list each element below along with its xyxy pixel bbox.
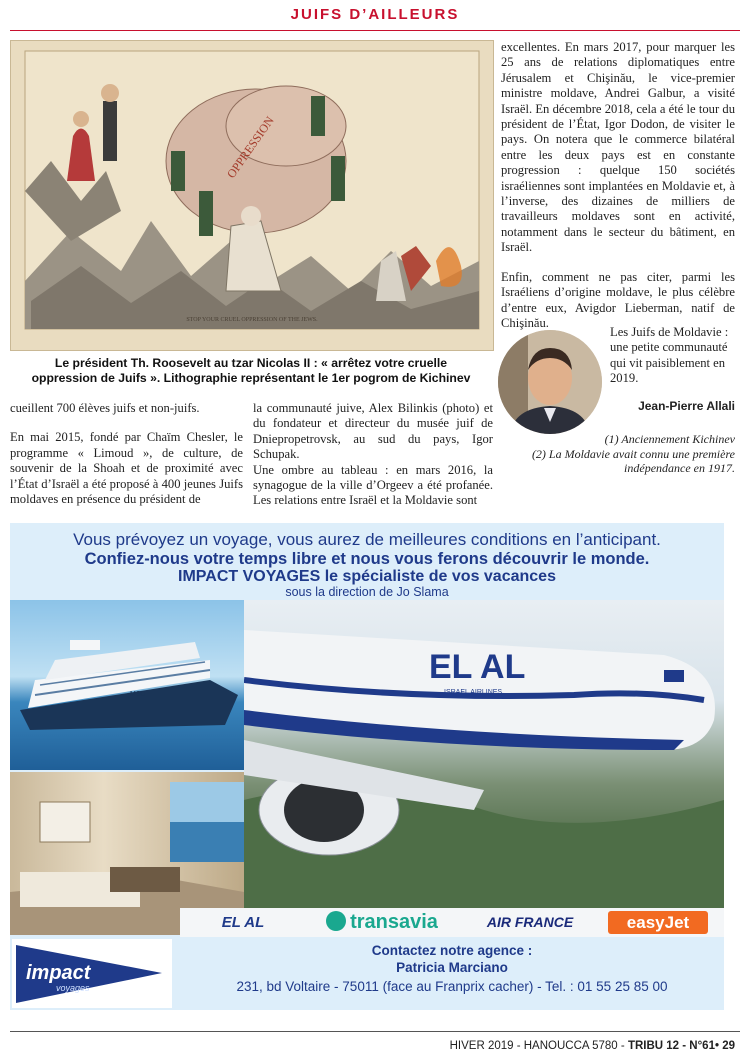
page-number: • 29 [714,1040,735,1052]
impact-logo-text: impact [26,962,91,984]
author-name: Jean-Pierre Allali [638,399,735,413]
airplane-photo [244,600,724,935]
page-footer [0,1025,750,1061]
cruise-ship-illustration [10,600,244,770]
author-portrait [498,330,602,434]
paragraph: Une ombre au tableau : en mars 2016, la synagogue de la ville d’Orgeev a été profanée. Les relations entre Israël et la Moldavie sont [253,462,493,508]
transavia-leaf-icon [326,911,346,931]
airline-logos [180,908,724,937]
elal-logo: EL AL [221,914,265,931]
contact-name: Patricia Marciano [396,960,508,975]
article-column-3 [501,40,735,345]
caption-line-2: oppression de Juifs ». Lithographie représentant le 1er pogrom de Kichinev [31,371,471,385]
airfrance-logo: AIR FRANCE [486,914,574,930]
paragraph: la communauté juive, Alex Bilinkis (photo) et du fondateur et directeur du musée juif de Dniepropetrovsk, au sud du pays, Igor Schupak. [253,401,493,462]
travel-advertisement [10,523,724,1010]
issue-label: HIVER 2019 - HANOUCCA 5780 - [449,1040,625,1052]
oppression-bag-label: OPPRESSION [223,113,277,181]
ad-headline-3: IMPACT VOYAGES le spécialiste de vos vacances [178,568,556,585]
article-column-2 [253,401,493,523]
impact-voyages-logo [12,939,172,1008]
pull-quote: Les Juifs de Moldavie : une petite communauté qui vit paisiblement en 2019. [610,325,729,386]
ad-headline-1: Vous prévoyez un voyage, vous aurez de meilleures conditions en l’anticipant. [73,530,661,549]
portrait-illustration [498,330,602,434]
transavia-wordmark: transavia [350,911,438,933]
image-caption [10,356,492,386]
easyjet-logo: easyJet [608,911,708,934]
paragraph: cueillent 700 élèves juifs et non-juifs. [10,401,200,415]
contact-title: Contactez notre agence : [371,943,533,958]
plane-livery-subtext: ISRAEL AIRLINES [444,689,503,696]
ad-subline: sous la direction de Jo Slama [285,585,449,599]
plane-livery-logo: EL AL [429,648,526,686]
impact-logo-graphic [12,939,172,1008]
magazine-label: TRIBU 12 - N°61 [627,1040,715,1052]
page-header [0,0,750,36]
footnote-1: (1) Anciennement Kichinev [604,432,735,446]
paragraph: Enfin, comment ne pas citer, parmi les Israéliens d’origine moldave, le plus célèbre d’entre eux, Avigdor Lieberman, natif de Chişinău. [501,269,735,330]
lithograph-image [10,40,494,351]
footnote-2: (2) La Moldavie avait connu une première indépendance en 1917. [531,446,735,475]
agency-contact [10,937,724,1010]
cruise-ship-photo [10,600,244,770]
header-rule [10,30,740,31]
footer-rule [10,1031,740,1032]
paragraph: excellentes. En mars 2017, pour marquer les 25 ans de relations diplomatiques entre Jérusalem et Chişinău, le vice-premier ministre moldave, Andrei Galbur, a visité Israël. En décembre 2018, cela a été le tour du président de l’État, Igor Dodon, de visiter le pays. On notera que le commerce bilatéral entre les deux pays est en constante progression : quelque 150 sociétés israéliennes sont implantées en Moldavie et, à l’inverse, des dizaines de milliers de travailleurs moldaves sont en activité, notamment dans le secteur du bâtiment, en Israël. [501,40,735,255]
contact-address: 231, bd Voltaire - 75011 (face au Franprix cacher) - Tel. : 01 55 25 85 00 [236,979,668,994]
caption-line-1: Le président Th. Roosevelt au tzar Nicolas II : « arrêtez votre cruelle [54,356,448,370]
lithograph-illustration [11,41,493,350]
airplane-illustration [244,600,724,935]
article-column-1 [10,401,243,521]
footnotes [500,432,735,476]
section-title: JUIFS D’AILLEURS [290,6,460,23]
ad-headline-2: Confiez-nous votre temps libre et nous vous ferons découvrir le monde. [84,550,650,568]
cartoon-caption: STOP YOUR CRUEL OPPRESSION OF THE JEWS. [186,317,318,323]
impact-logo-subtext: voyages [56,983,90,993]
footer-issue-info [450,1040,735,1052]
transavia-logo [308,911,456,934]
ship-name: MSC [130,691,146,698]
paragraph: En mai 2015, fondé par Chaïm Chesler, le programme « Limoud », de culture, de souvenir de la Shoah et de proximité avec l’État d’Israël a été proposé à 400 jeunes Juifs moldaves en présence du président de [10,430,243,507]
